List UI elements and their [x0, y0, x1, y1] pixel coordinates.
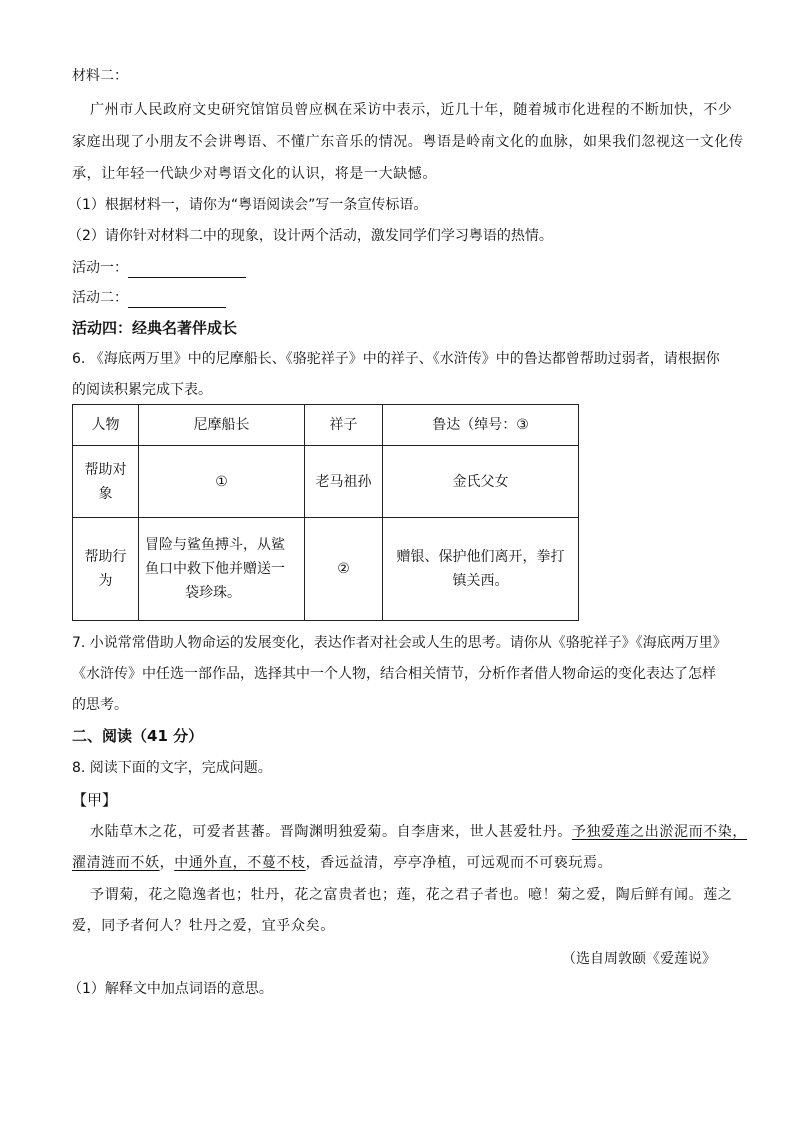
table-header-cell: 尼摩船长 — [139, 405, 305, 446]
passage-source: （选自周敦颐《爱莲说》 — [562, 951, 716, 967]
question-8-intro: 8. 阅读下面的文字，完成问题。 — [72, 760, 272, 776]
table-row-help-action — [73, 518, 579, 621]
underlined-phrase: 中通外直，不蔓不枝 — [174, 855, 306, 871]
section-4-title: 活动四：经典名著伴成长 — [72, 319, 238, 337]
material2-heading: 材料二： — [72, 68, 128, 84]
passage-line: 爱，同予者何人？牡丹之爱，宜乎众矣。 — [72, 918, 335, 934]
question-7-line: 《水浒传》中任选一部作品，选择其中一个人物，结合相关情节，分析作者借人物命运的变化表达了怎样 — [72, 666, 716, 682]
question-5-part-1: （1）根据材料一，请你为“粤语阅读会”写一条宣传标语。 — [68, 197, 428, 213]
activity-1-label: 活动一： — [72, 260, 128, 276]
table-cell: 赠银、保护他们离开，拳打 镇关西。 — [383, 518, 579, 621]
underlined-phrase: 予独爱莲之出淤泥而不染， — [571, 824, 748, 840]
table-header-cell: 鲁达（绰号：③ — [383, 405, 579, 446]
row-label: 帮助对 象 — [73, 446, 139, 518]
activity-2-line — [72, 288, 226, 308]
table-cell: 老马祖孙 — [305, 446, 383, 518]
activity-2-blank[interactable] — [128, 292, 226, 308]
question-6-line: 6. 《海底两万里》中的尼摩船长、《骆驼祥子》中的祥子、《水浒传》中的鲁达都曾帮助过弱者，请根据你 — [72, 351, 720, 367]
table-header-cell: 祥子 — [305, 405, 383, 446]
activity-1-blank[interactable] — [128, 262, 246, 278]
passage-line: 濯清涟而不妖，中通外直，不蔓不枝，香远益清，亭亭净植，可远观而不可亵玩焉。 — [72, 855, 613, 871]
question-5-part-2: （2）请你针对材料二中的现象，设计两个活动，激发同学们学习粤语的热情。 — [68, 228, 553, 244]
passage-jia-label: 【甲】 — [72, 791, 118, 809]
question-7-line: 7. 小说常常借助人物命运的发展变化，表达作者对社会或人生的思考。请你从《骆驼祥子》《海底两万里》 — [72, 635, 727, 651]
table-cell: 金氏父女 — [383, 446, 579, 518]
question-8-part-1: （1）解释文中加点词语的意思。 — [68, 981, 273, 997]
part-2-title: 二、阅读（41 分） — [72, 727, 204, 745]
passage-line: 予谓菊，花之隐逸者也；牡丹，花之富贵者也；莲，花之君子者也。噫！菊之爱，陶后鲜有闻。莲之 — [90, 887, 733, 903]
material2-paragraph-line: 家庭出现了小朋友不会讲粤语、不懂广东音乐的情况。粤语是岭南文化的血脉，如果我们忽视这一文化传 — [72, 134, 744, 150]
table-cell: 冒险与鲨鱼搏斗，从鲨 鱼口中救下他并赠送一 袋珍珠。 — [139, 518, 305, 621]
characters-table — [72, 404, 579, 621]
question-7-line: 的思考。 — [72, 697, 128, 713]
activity-2-label: 活动二： — [72, 290, 128, 306]
table-row-help-target — [73, 446, 579, 518]
underlined-phrase: 濯清涟而不妖 — [72, 855, 160, 871]
passage-line: 水陆草木之花，可爱者甚蕃。晋陶渊明独爱菊。自李唐来，世人甚爱牡丹。予独爱莲之出淤泥而不染， — [90, 824, 748, 840]
activity-1-line — [72, 258, 246, 278]
table-header-row — [73, 405, 579, 446]
material2-paragraph-line: 承，让年轻一代缺少对粤语文化的认识，将是一大缺憾。 — [72, 166, 437, 182]
row-label: 帮助行 为 — [73, 518, 139, 621]
material2-paragraph-line: 广州市人民政府文史研究馆馆员曾应枫在采访中表示，近几十年，随着城市化进程的不断加快，不少 — [90, 102, 733, 118]
question-6-line: 的阅读积累完成下表。 — [72, 382, 212, 398]
table-header-cell: 人物 — [73, 405, 139, 446]
table-cell[interactable]: ① — [139, 446, 305, 518]
table-cell[interactable]: ② — [305, 518, 383, 621]
